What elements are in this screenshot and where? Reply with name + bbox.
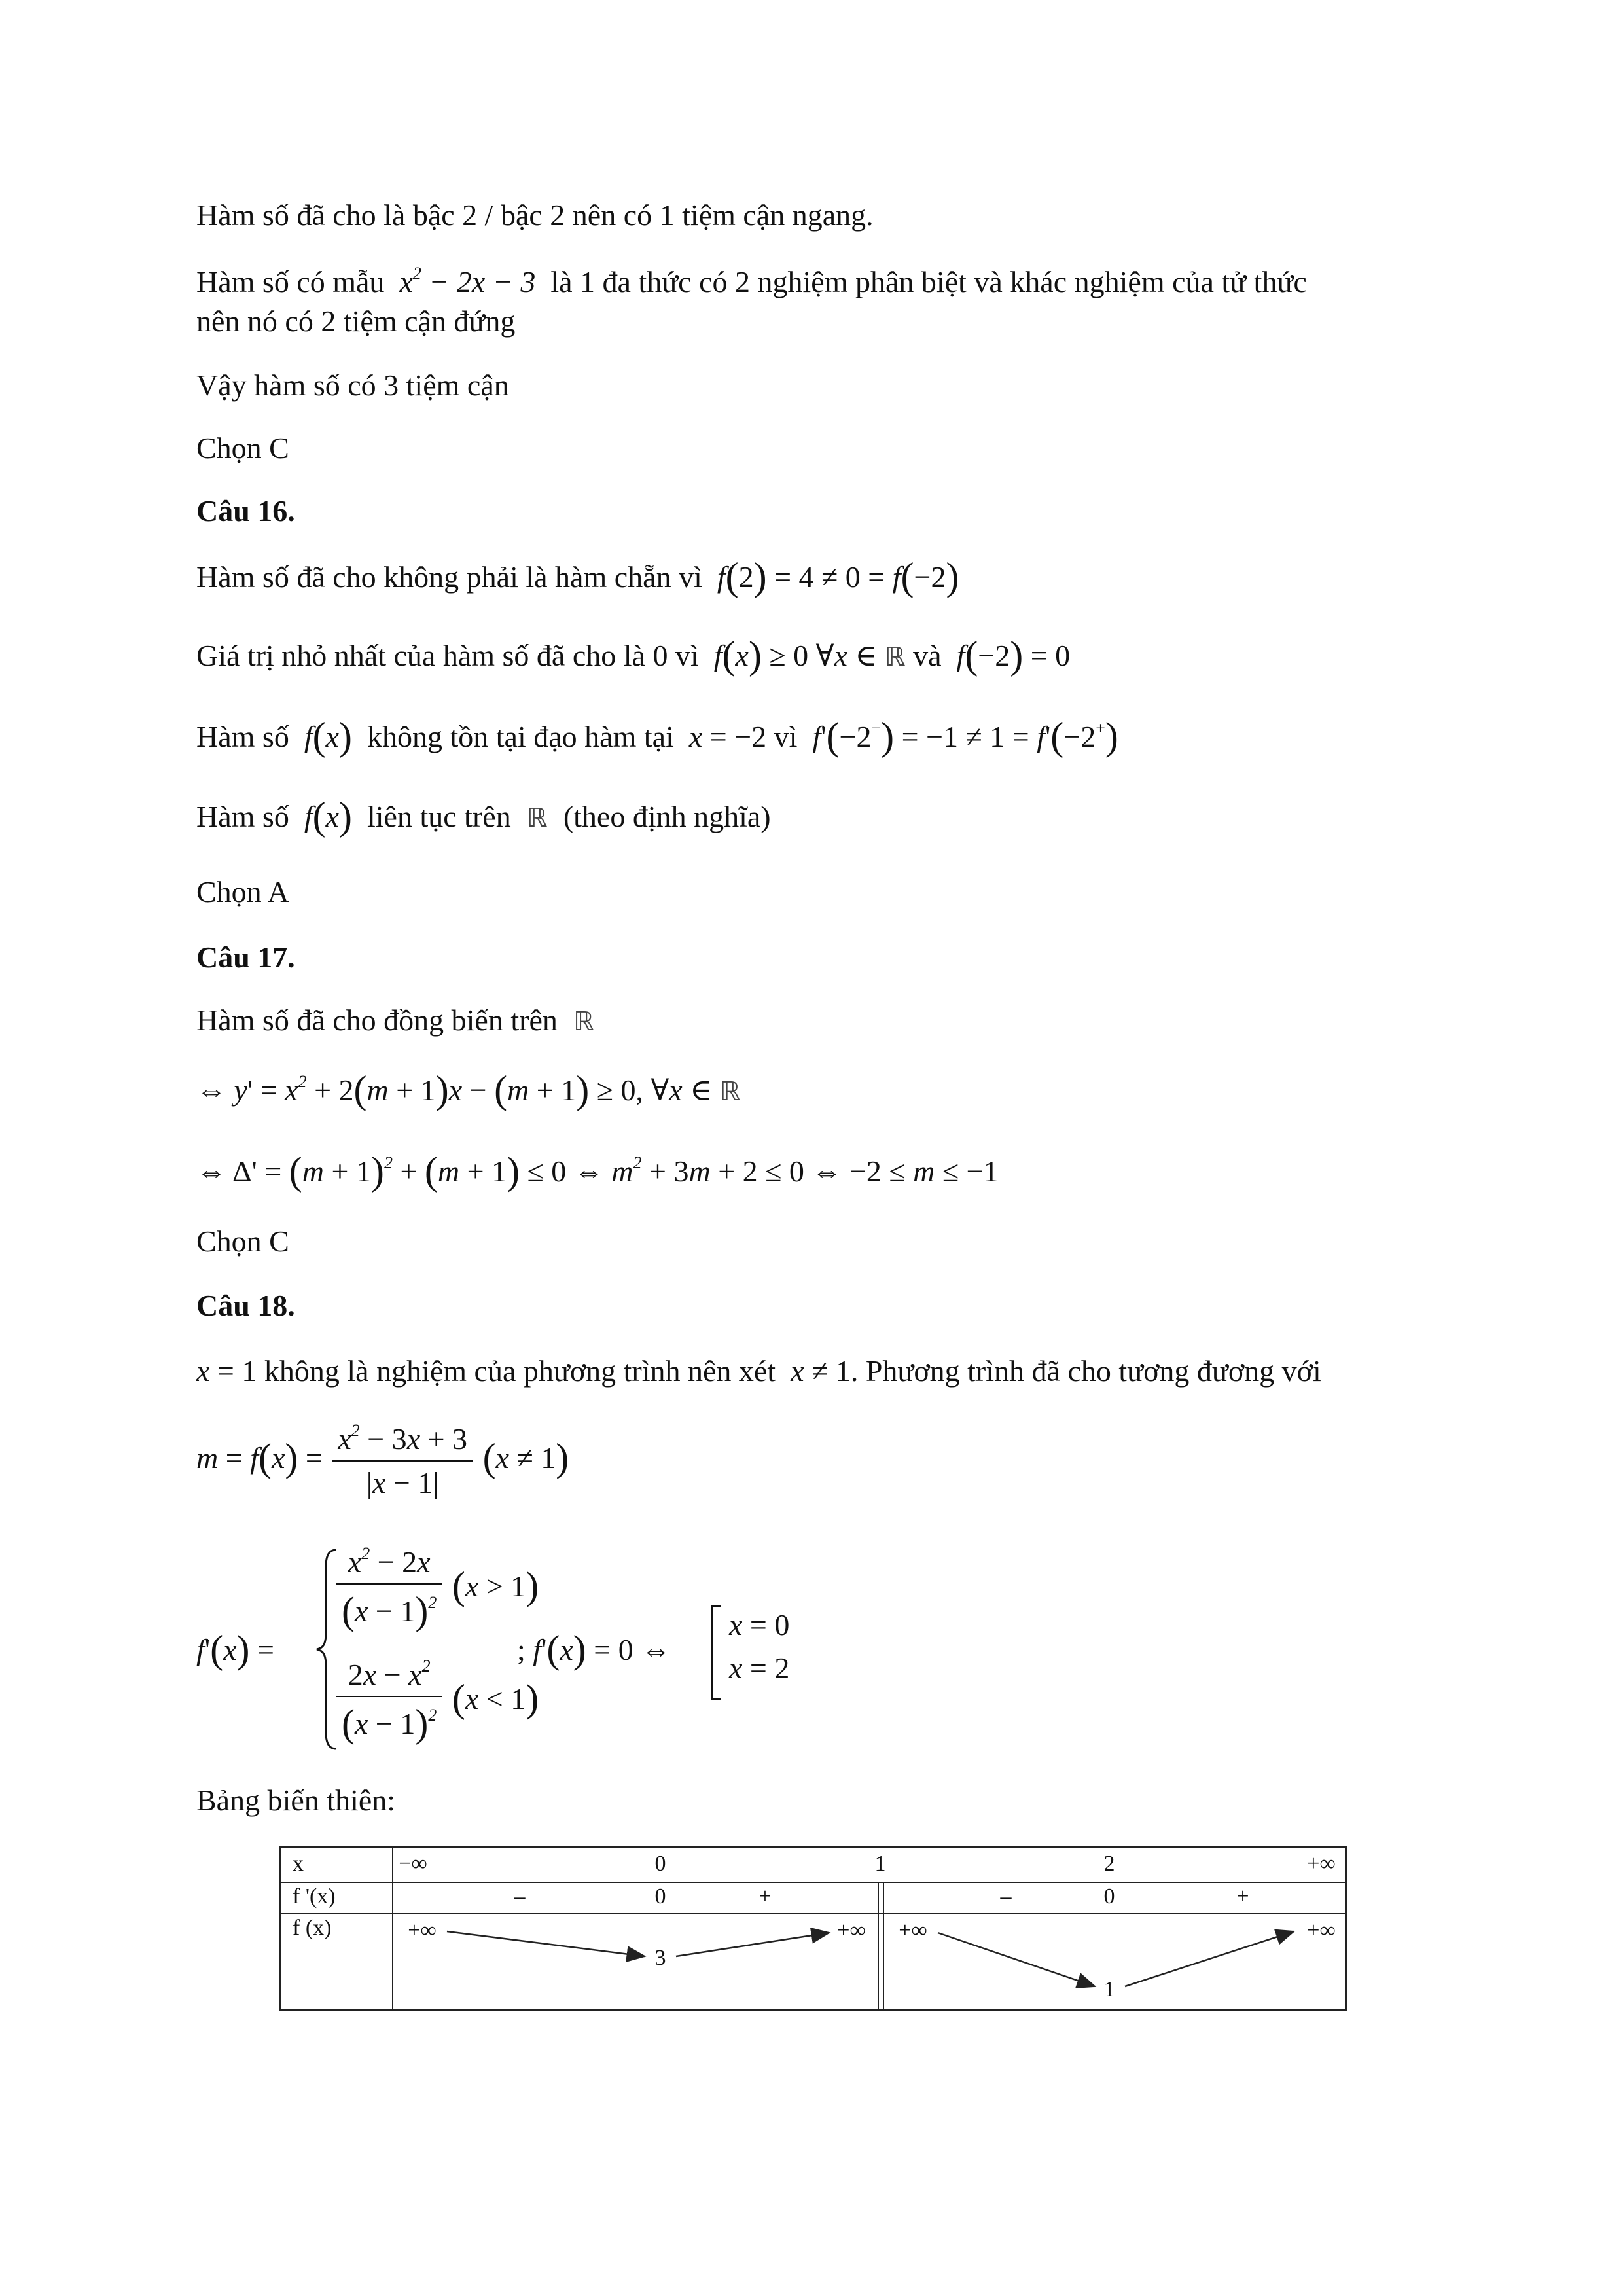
- f-value: +∞: [899, 1918, 927, 1943]
- x-value: 1: [874, 1852, 886, 1876]
- f-value: 1: [1103, 1977, 1115, 2001]
- q17-derivative-condition: ⇔ $y' = x^2 + 2(m + 1)x - (m + 1) \ge 0$, ∀x ∈ ℝ: [196, 1068, 741, 1111]
- row-label-function: f (x): [293, 1916, 332, 1940]
- q16-line3: Hàm số f(x) không tồn tại đạo hàm tại x = −2 vì f'(−2−) = −1 ≠ 1 = f'(−2+): [196, 715, 1118, 758]
- q16-line4: Hàm số f(x) liên tục trên ℝ (theo định nghĩa): [196, 795, 771, 838]
- variation-arrows: [281, 1848, 1345, 2009]
- x-value: −∞: [399, 1852, 427, 1876]
- arrow-increasing-icon: [676, 1933, 829, 1956]
- q18-piecewise-derivative: f'(x) = $\frac{x^2 - 2x}{(x - 1)^2}$ (x > 1) $\frac{2x - x^2}{(x - 1)^2}$ (x < 1) ; f'(x) = 0 ⇔ x = 0 x = 2: [196, 1545, 982, 1754]
- denominator-expression: $x^2 - 2x - 3$: [391, 264, 543, 298]
- sign-cell: 0: [654, 1884, 666, 1909]
- para-horizontal-asymptote: Hàm số đã cho là bậc 2 / bậc 2 nên có 1 tiệm cận ngang.: [196, 198, 874, 232]
- variation-table-caption: Bảng biến thiên:: [196, 1784, 396, 1817]
- variation-table: [279, 1846, 1347, 2011]
- sign-cell: –: [1000, 1884, 1012, 1909]
- answer-16: Chọn A: [196, 875, 289, 908]
- sign-cell: –: [514, 1884, 526, 1909]
- x-value: 0: [654, 1852, 666, 1876]
- left-bracket-icon: [708, 1604, 724, 1702]
- answer-17: Chọn C: [196, 1225, 289, 1258]
- q16-line2: Giá trị nhỏ nhất của hàm số đã cho là 0 vì f(x) ≥ 0 ∀x ∈ ℝ và f(−2) = 0: [196, 634, 1071, 677]
- row-label-x: x: [293, 1852, 304, 1876]
- x-value: +∞: [1307, 1852, 1336, 1876]
- arrow-decreasing-icon: [938, 1933, 1095, 1986]
- question-18-title: Câu 18.: [196, 1289, 295, 1322]
- para-conclusion: Vậy hàm số có 3 tiệm cận: [196, 368, 509, 402]
- question-16-title: Câu 16.: [196, 494, 295, 528]
- arrow-increasing-icon: [1125, 1931, 1294, 1986]
- reals-symbol: ℝ: [884, 642, 906, 672]
- sign-cell: +: [1236, 1884, 1249, 1909]
- q18-line1: x = 1 không là nghiệm của phương trình nên xét x ≠ 1. Phương trình đã cho tương đương với: [196, 1354, 1321, 1388]
- question-17-title: Câu 17.: [196, 941, 295, 974]
- x-value: 2: [1103, 1852, 1115, 1876]
- q16-line1: Hàm số đã cho không phải là hàm chẵn vì f(2) = 4 ≠ 0 = f(−2): [196, 555, 959, 598]
- reals-symbol: ℝ: [565, 1007, 594, 1037]
- q18-equation: m = f(x) = $\frac{x^2 - 3x + 3}{|x - 1|}$ (x ≠ 1): [196, 1421, 569, 1499]
- f-value: +∞: [408, 1918, 437, 1943]
- para-denominator-line2: nên nó có 2 tiệm cận đứng: [196, 304, 516, 338]
- answer-prev: Chọn C: [196, 431, 289, 465]
- sign-cell: +: [758, 1884, 772, 1909]
- f-value: 3: [654, 1946, 666, 1970]
- arrow-decreasing-icon: [447, 1931, 645, 1956]
- f-value: +∞: [837, 1918, 866, 1943]
- row-label-derivative: f '(x): [293, 1884, 336, 1909]
- q17-line1: Hàm số đã cho đồng biến trên ℝ: [196, 1003, 594, 1037]
- para-denominator: Hàm số có mẫu $x^2 - 2x - 3$ là 1 đa thức có 2 nghiệm phân biệt và khác nghiệm của tử thức: [196, 264, 1307, 298]
- sign-cell: 0: [1103, 1884, 1115, 1909]
- f-value: +∞: [1307, 1918, 1336, 1943]
- q17-discriminant: ⇔ $\Delta' = (m + 1)^2 + (m + 1) \le 0$ ⇔ $m^2 + 3m + 2 \le 0$ ⇔ −2 ≤ m ≤ −1: [196, 1149, 999, 1193]
- reals-symbol: ℝ: [518, 803, 556, 833]
- reals-symbol: ℝ: [719, 1077, 741, 1107]
